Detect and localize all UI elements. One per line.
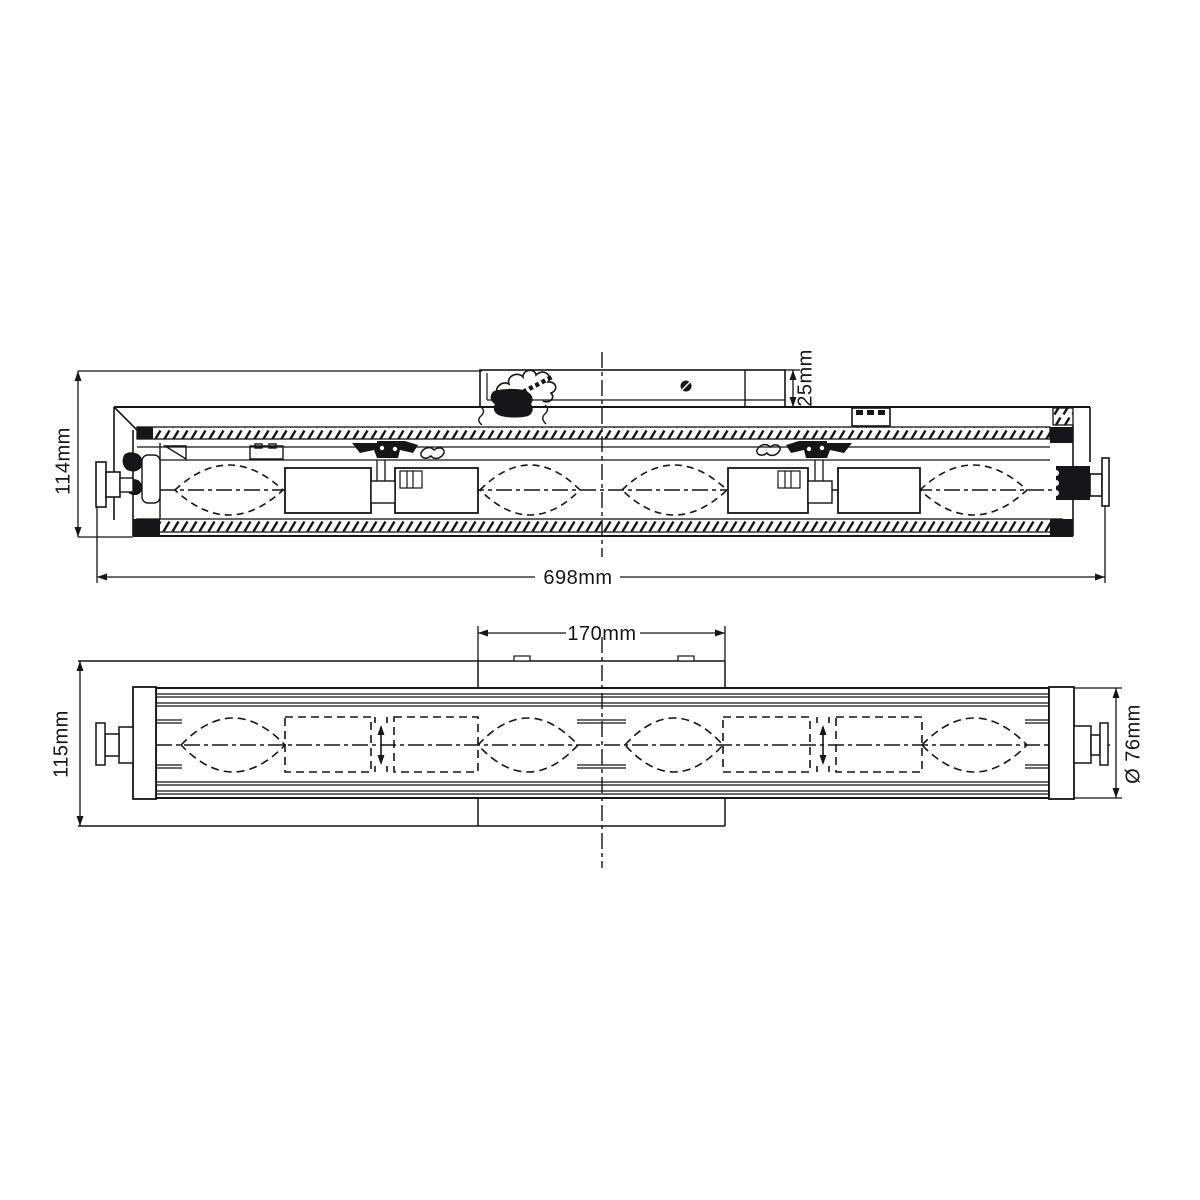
wire-clip	[421, 448, 444, 459]
end-cap-left-top-view	[96, 452, 160, 507]
mounting-bracket-right	[757, 441, 852, 458]
dim-label-76: Ø 76mm	[1122, 704, 1145, 784]
mounting-bracket-left	[352, 441, 444, 458]
screw-icon	[681, 381, 692, 392]
front-view	[78, 637, 1110, 868]
junction-box	[479, 370, 785, 425]
end-cap-right-top-view	[1050, 408, 1109, 506]
top-view	[96, 352, 1109, 557]
dim-label-698: 698mm	[543, 567, 613, 589]
small-fittings	[165, 444, 283, 459]
dim-canopy-depth	[785, 349, 816, 407]
dim-front-height	[50, 661, 83, 826]
dim-backplate-width	[478, 623, 725, 661]
hatch-strip-top	[137, 427, 1050, 439]
hatch-strip-bottom	[133, 519, 1073, 536]
dim-label-115: 115mm	[50, 710, 73, 778]
dim-label-170: 170mm	[567, 623, 637, 645]
dim-label-25: 25mm	[794, 349, 817, 407]
end-cap-left-front-view	[96, 687, 156, 799]
end-cap-right-front-view	[1049, 687, 1108, 799]
cable-clamp	[491, 389, 533, 418]
terminal-box	[852, 408, 890, 426]
dim-label-114: 114mm	[52, 427, 75, 495]
wire-clip	[757, 445, 780, 456]
